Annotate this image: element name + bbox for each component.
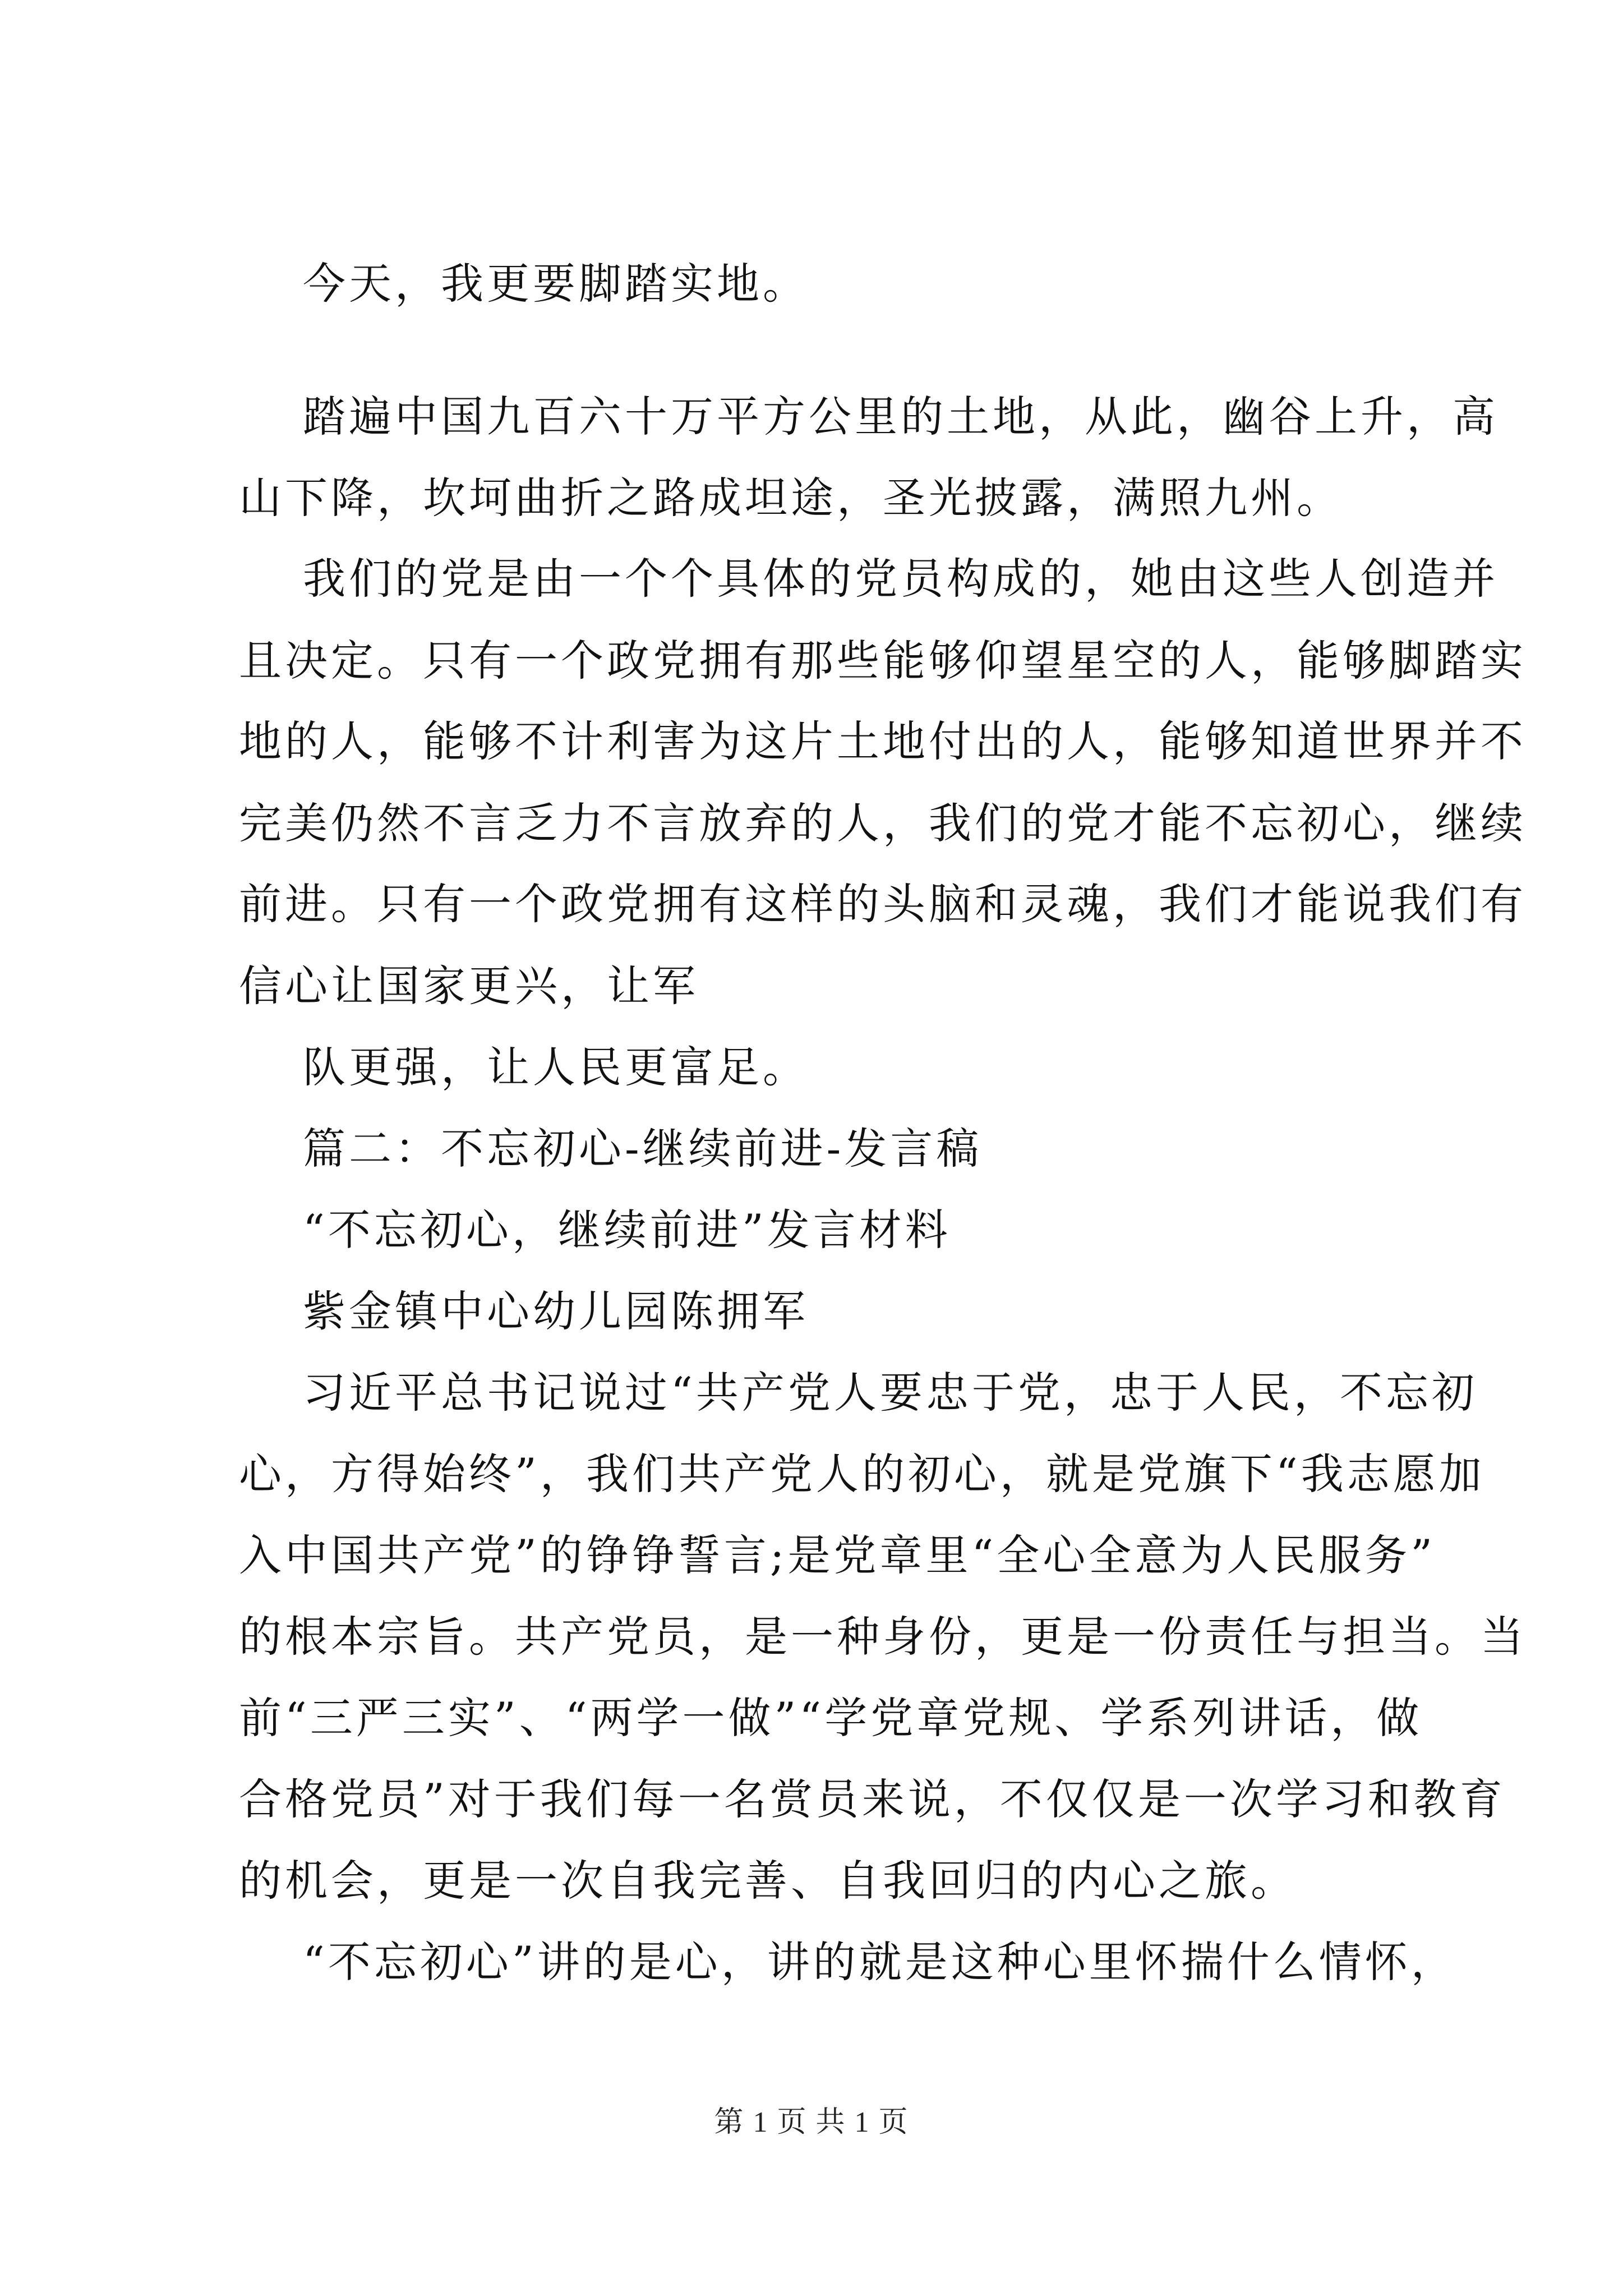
text-line: 山下降，坎坷曲折之路成坦途，圣光披露，满照九州。 [239,473,1343,523]
text-line: 信心让国家更兴，让军 [239,961,699,1011]
text-line: 前“三严三实”、“两学一做”“学党章党规、学系列讲话，做 [239,1693,1423,1743]
text-line: 踏遍中国九百六十万平方公里的土地，从此，幽谷上升，高 [303,392,1498,441]
text-line: 的根本宗旨。共产党员，是一种身份，更是一份责任与担当。当 [239,1612,1527,1662]
text-line: 心，方得始终”，我们共产党人的初心，就是党旗下“我志愿加 [239,1449,1485,1499]
speech-title: “不忘初心，继续前进”发言材料 [303,1205,951,1255]
text-line: 前进。只有一个政党拥有这样的头脑和灵魂，我们才能说我们有 [239,879,1527,929]
text-line: 我们的党是由一个个具体的党员构成的，她由这些人创造并 [303,554,1498,604]
text-line: 今天，我更要脚踏实地。 [303,259,809,309]
text-line: 的机会，更是一次自我完善、自我回归的内心之旅。 [239,1856,1297,1906]
text-line: 完美仍然不言乏力不言放弃的人，我们的党才能不忘初心，继续 [239,798,1527,848]
page-number-footer: 第 1 页 共 1 页 [714,2106,909,2138]
text-line: 且决定。只有一个政党拥有那些能够仰望星空的人，能够脚踏实 [239,636,1527,685]
text-line: 队更强，让人民更富足。 [303,1042,809,1092]
text-line: “不忘初心”讲的是心，讲的就是这种心里怀揣什么情怀， [303,1937,1457,1987]
text-line: 地的人，能够不计利害为这片土地付出的人，能够知道世界并不 [239,716,1527,766]
section-heading: 篇二：不忘初心-继续前进-发言稿 [303,1124,983,1174]
author-line: 紫金镇中心幼儿园陈拥军 [303,1286,809,1336]
text-line: 入中国共产党”的铮铮誓言;是党章里“全心全意为人民服务” [239,1530,1436,1580]
text-line: 习近平总书记说过“共产党人要忠于党，忠于人民，不忘初 [303,1368,1478,1418]
text-line: 合格党员”对于我们每一名赏员来说，不仅仅是一次学习和教育 [239,1774,1506,1824]
